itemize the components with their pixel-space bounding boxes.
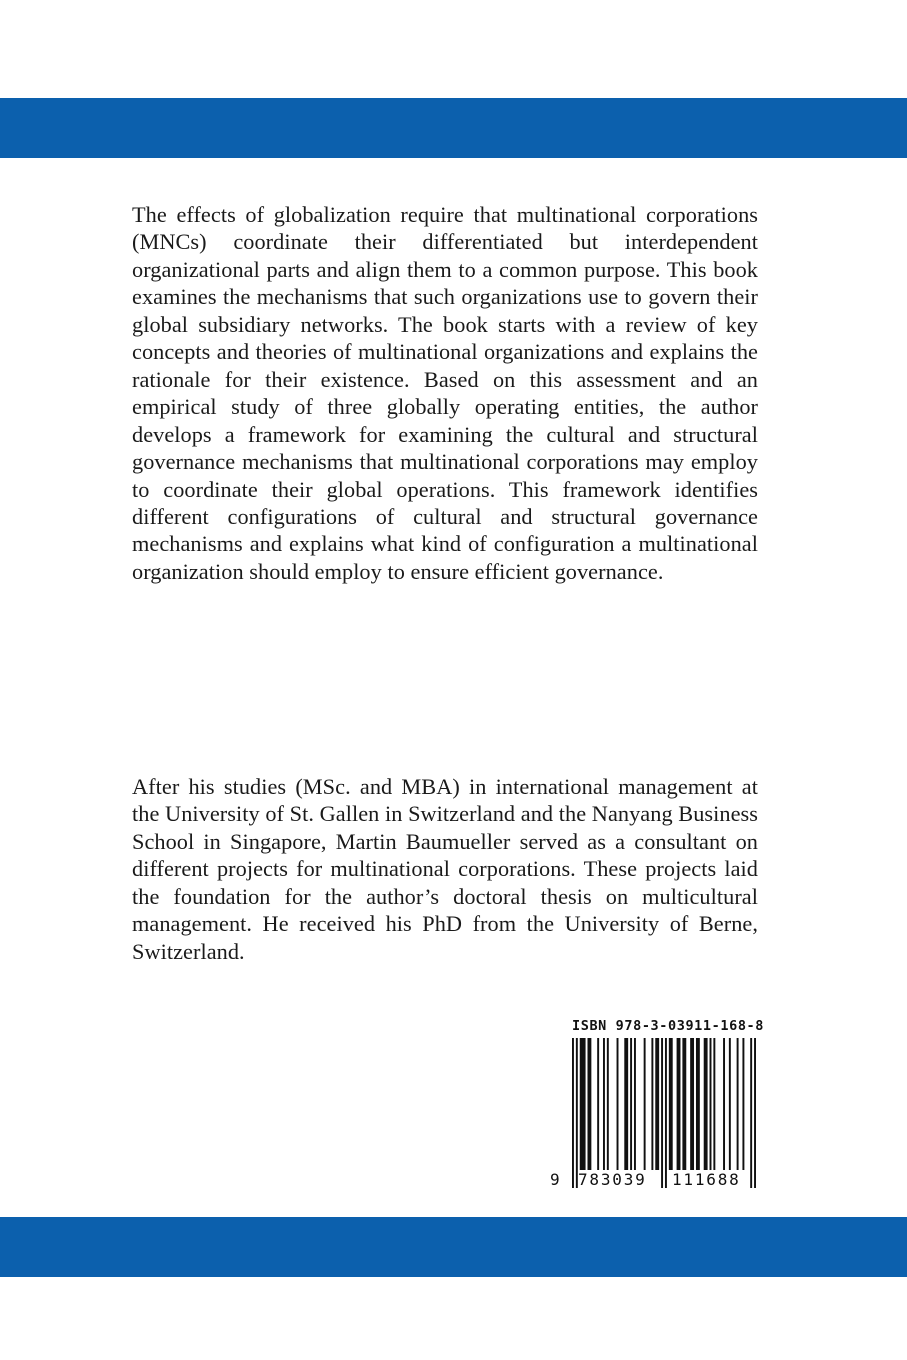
barcode-bar <box>665 1038 667 1188</box>
barcode-bar <box>587 1038 591 1170</box>
barcode-bar <box>710 1038 712 1170</box>
ean-right-digits: 111688 <box>672 1170 741 1189</box>
isbn-barcode <box>548 1018 765 1192</box>
barcode-bar <box>607 1038 609 1170</box>
barcode-bar <box>754 1038 756 1188</box>
ean-left-digits: 783039 <box>578 1170 647 1189</box>
barcode-bar <box>597 1038 599 1170</box>
barcode-bar <box>723 1038 725 1170</box>
barcode-bar <box>655 1038 659 1170</box>
bottom-color-band <box>0 1217 907 1277</box>
barcode-bar <box>576 1038 578 1188</box>
barcode-bar <box>651 1038 653 1170</box>
author-bio: After his studies (MSc. and MBA) in international management at the University of St. Gallen in Switzerland and the Nanyang Business School in Singapore, Martin Baumueller served as a consultant on different projects for multinational corporations. These projects laid the foundation for the author’s doctoral thesis on multicultural management. He received his PhD from the University of Berne, Switzerland. <box>132 774 758 964</box>
barcode-bar <box>580 1038 586 1170</box>
barcode-bar <box>624 1038 628 1170</box>
barcode-bar <box>704 1038 708 1170</box>
barcode-bar <box>729 1038 731 1170</box>
barcode-bar <box>682 1038 686 1170</box>
barcode-bar <box>630 1038 632 1170</box>
barcode-bar <box>661 1038 663 1188</box>
top-color-band <box>0 98 907 158</box>
book-blurb: The effects of globalization require that multinational corporations (MNCs) coordinate their differentiated but interdependent organizational parts and align them to a common purpose. This book examines the mechanisms that such organizations use to govern their global subsidiary networks. The book starts with a review of key concepts and theories of multinational organizations and explains the rationale for their existence. Based on this assessment and an empirical study of three globally operating entities, the author develops a framework for examining the cultural and structural governance mechanisms that multinational corporations may employ to coordinate their global operations. This framework identifies different configurations of cultural and structural governance mechanisms and explains what kind of configuration a multinational organization should employ to ensure efficient governance. <box>132 202 758 584</box>
barcode-bar <box>737 1038 739 1170</box>
isbn-label: ISBN 978-3-03911-168-8 <box>572 1018 765 1034</box>
barcode-bar <box>742 1038 744 1170</box>
barcode-bar <box>690 1038 694 1170</box>
barcode-bar <box>677 1038 681 1170</box>
ean-first-digit: 9 <box>550 1170 562 1189</box>
barcode-bar <box>644 1038 646 1170</box>
barcode-bar <box>634 1038 636 1170</box>
barcode-bar <box>713 1038 715 1170</box>
barcode-bar <box>603 1038 605 1170</box>
barcode-bar <box>617 1038 619 1170</box>
barcode-bar <box>572 1038 574 1188</box>
barcode-bars <box>572 1038 756 1188</box>
barcode-bar <box>669 1038 673 1170</box>
barcode-bar <box>750 1038 752 1188</box>
barcode-bar <box>696 1038 700 1170</box>
